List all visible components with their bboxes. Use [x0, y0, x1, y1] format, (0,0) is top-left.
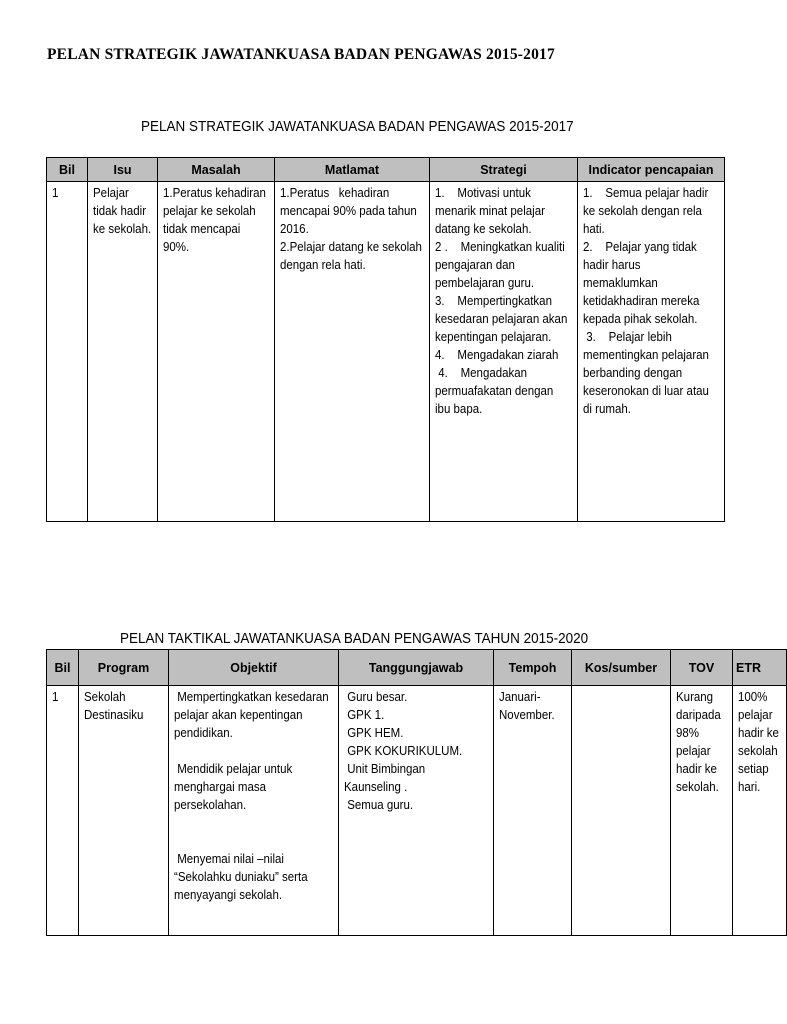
header-indicator: Indicator pencapaian	[578, 158, 725, 182]
strategic-plan-table	[46, 157, 725, 522]
tactical-plan-table	[46, 649, 787, 936]
cell-masalah: 1.Peratus kehadiran pelajar ke sekolah tidak mencapai 90%.	[158, 182, 275, 522]
cell-program: Sekolah Destinasiku	[79, 686, 169, 936]
header-objektif: Objektif	[169, 650, 339, 686]
cell-etr: 100% pelajar hadir ke sekolah setiap hari.	[733, 686, 787, 936]
header-bil: Bil	[47, 650, 79, 686]
tactical-table-title: PELAN TAKTIKAL JAWATANKUASA BADAN PENGAWAS TAHUN 2015-2020	[120, 631, 589, 647]
header-tanggungjawab: Tanggungjawab	[339, 650, 494, 686]
document-title: PELAN STRATEGIK JAWATANKUASA BADAN PENGAWAS 2015-2017	[47, 46, 555, 63]
objektif-item: Menyemai nilai –nilai “Sekolahku duniaku” serta menyayangi sekolah.	[174, 852, 311, 902]
objektif-item: Mendidik pelajar untuk menghargai masa persekolahan.	[174, 762, 296, 812]
cell-matlamat: 1.Peratus kehadiran mencapai 90% pada tahun 2016. 2.Pelajar datang ke sekolah dengan rela hati.	[275, 182, 430, 522]
tactical-header-row	[47, 650, 787, 686]
cell-kos-sumber	[572, 686, 671, 936]
cell-tempoh: Januari-November.	[494, 686, 572, 936]
header-isu: Isu	[88, 158, 158, 182]
header-tov: TOV	[671, 650, 733, 686]
header-tempoh: Tempoh	[494, 650, 572, 686]
objektif-item: Mempertingkatkan kesedaran pelajar akan kepentingan pendidikan.	[174, 690, 332, 740]
cell-strategi: 1. Motivasi untuk menarik minat pelajar datang ke sekolah. 2 . Meningkatkan kualiti pengajaran dan pembelajaran guru. 3. Mempertingkatkan kesedaran pelajaran akan kepentingan pelajaran. 4. Mengadakan ziarah 4. Mengadakan permuafakatan dengan ibu bapa.	[430, 182, 578, 522]
strategic-header-row	[47, 158, 725, 182]
table-row	[47, 686, 787, 936]
cell-objektif	[169, 686, 339, 936]
header-etr: ETR	[733, 650, 787, 686]
header-bil: Bil	[47, 158, 88, 182]
header-masalah: Masalah	[158, 158, 275, 182]
cell-tov: Kurang daripada 98% pelajar hadir ke sekolah.	[671, 686, 733, 936]
cell-bil: 1	[47, 182, 88, 522]
header-kos-sumber: Kos/sumber	[572, 650, 671, 686]
cell-indicator: 1. Semua pelajar hadir ke sekolah dengan rela hati. 2. Pelajar yang tidak hadir harus memaklumkan ketidakhadiran mereka kepada pihak sekolah. 3. Pelajar lebih mementingkan pelajaran berbanding dengan keseronokan di luar atau di rumah.	[578, 182, 725, 522]
table-row	[47, 182, 725, 522]
header-program: Program	[79, 650, 169, 686]
cell-bil: 1	[47, 686, 79, 936]
strategic-table-title: PELAN STRATEGIK JAWATANKUASA BADAN PENGAWAS 2015-2017	[141, 119, 574, 135]
header-matlamat: Matlamat	[275, 158, 430, 182]
header-strategi: Strategi	[430, 158, 578, 182]
cell-tanggungjawab: Guru besar. GPK 1. GPK HEM. GPK KOKURIKULUM. Unit Bimbingan Kaunseling . Semua guru.	[339, 686, 494, 936]
cell-isu: Pelajar tidak hadir ke sekolah.	[88, 182, 158, 522]
